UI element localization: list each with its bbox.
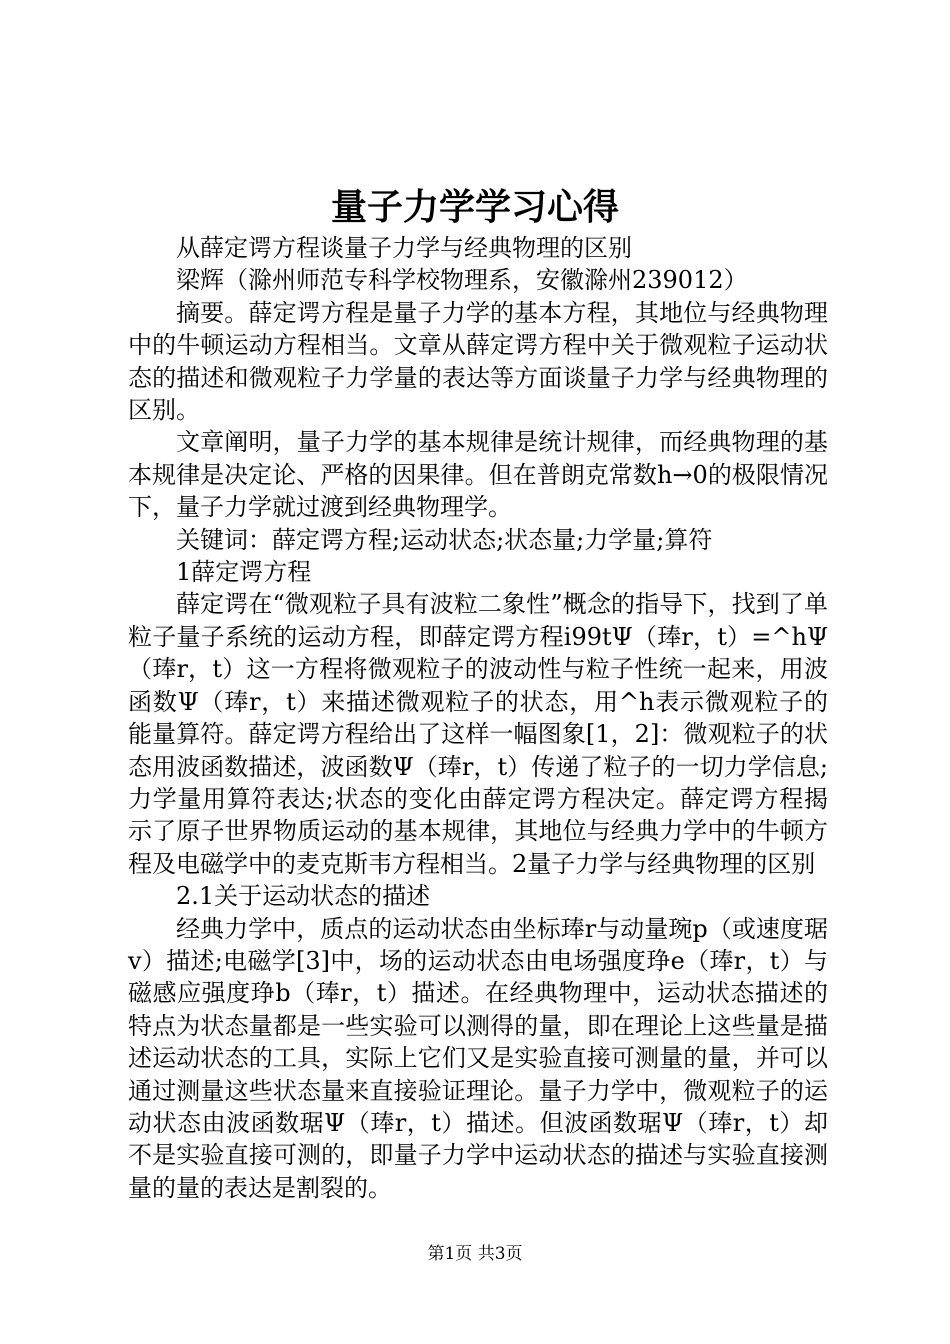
document-title: 量子力学学习心得 (330, 186, 619, 228)
subtitle-paragraph: 从薛定谔方程谈量子力学与经典物理的区别 (176, 234, 632, 262)
document-body (128, 232, 828, 1204)
section-1-paragraph: 薛定谔在“微观粒子具有波粒二象性”概念的指导下，找到了单粒子量子系统的运动方程，即薛定谔方程i99tΨ（琫r，t）=^hΨ（琫r，t）这一方程将微观粒子的波动性与粒子性统一起来，用波函数Ψ（琫r，t）来描述微观粒子的状态，用^h表示微观粒子的能量算符。薛定谔方程给出了这样一幅图象[1，2]：微观粒子的状态用波函数描述，波函数Ψ（琫r，t）传递了粒子的一切力学信息;力学量用算符表达;状态的变化由薛定谔方程决定。薛定谔方程揭示了原子世界物质运动的基本规律，其地位与经典力学中的牛顿方程及电磁学中的麦克斯韦方程相当。2量子力学与经典物理的区别 (128, 590, 828, 878)
author-paragraph: 梁辉（滁州师范专科学校物理系，安徽滁州239012） (176, 266, 748, 295)
page-footer: 第1页 共3页 (427, 1244, 523, 1264)
section-heading-1: 1薛定谔方程 (176, 558, 312, 587)
abstract-continued-paragraph: 文章阐明，量子力学的基本规律是统计规律，而经典物理的基本规律是决定论、严格的因果律。但在普朗克常数h→0的极限情况下，量子力学就过渡到经典物理学。 (128, 428, 828, 522)
keywords-paragraph: 关键词：薛定谔方程;运动状态;状态量;力学量;算符 (176, 525, 713, 554)
abstract-paragraph: 摘要。薛定谔方程是量子力学的基本方程，其地位与经典物理中的牛顿运动方程相当。文章从薛定谔方程中关于微观粒子运动状态的描述和微观粒子力学量的表达等方面谈量子力学与经典物理的区别。 (128, 298, 828, 425)
section-2-1-paragraph: 经典力学中，质点的运动状态由坐标琫r与动量琬p（或速度琚v）描述;电磁学[3]中，场的运动状态由电场强度琤e（琫r，t）与磁感应强度琤b（琫r，t）描述。在经典物理中，运动状态描述的特点为状态量都是一些实验可以测得的量，即在理论上这些量是描述运动状态的工具，实际上它们又是实验直接可测量的量，并可以通过测量这些状态量来直接验证理论。量子力学中，微观粒子的运动状态由波函数琚Ψ（琫r，t）描述。但波函数琚Ψ（琫r，t）却不是实验直接可测的，即量子力学中运动状态的描述与实验直接测量的量的表达是割裂的。 (128, 914, 828, 1202)
section-heading-2-1: 2.1关于运动状态的描述 (176, 882, 431, 911)
